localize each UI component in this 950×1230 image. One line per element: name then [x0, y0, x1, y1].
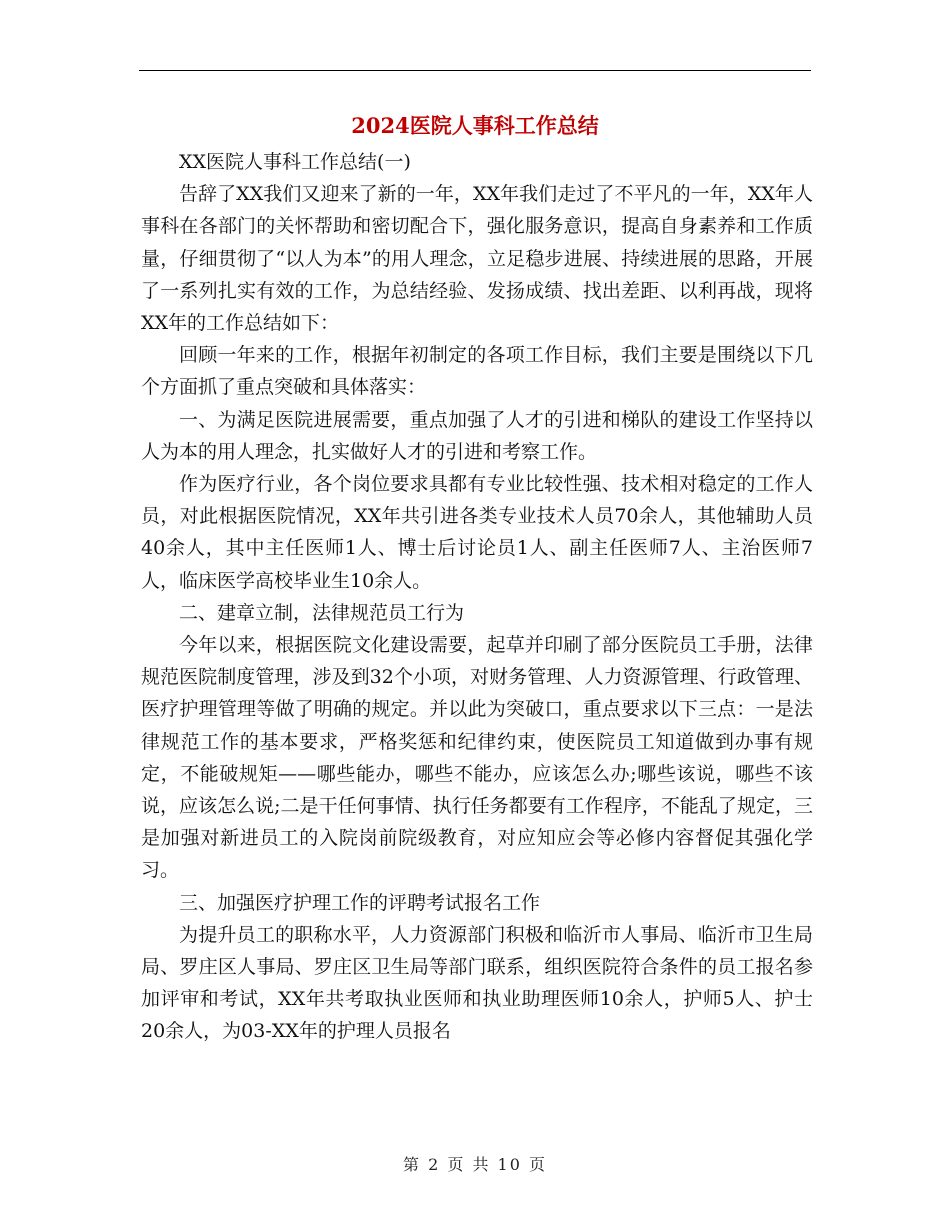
page-number: 第 2 页 共 10 页	[403, 1155, 547, 1174]
document-title: 2024医院人事科工作总结	[351, 113, 599, 138]
paragraph: 今年以来，根据医院文化建设需要，起草并印刷了部分医院员工手册，法律规范医院制度管理，涉及到32个小项，对财务管理、人力资源管理、行政管理、医疗护理管理等做了明确的规定。并以此为突破口，重点要求以下三点：一是法律规范工作的基本要求，严格奖惩和纪律约束，使医院员工知道做到办事有规定，不能破规矩——哪些能办，哪些不能办，应该怎么办;哪些该说，哪些不该说，应该怎么说;二是干任何事情、执行任务都要有工作程序，不能乱了规定，三是加强对新进员工的入院岗前院级教育，对应知应会等必修内容督促其强化学习。	[141, 634, 813, 882]
section-heading: 三、加强医疗护理工作的评聘考试报名工作	[179, 891, 541, 914]
document-body	[141, 146, 813, 1048]
paragraph: 作为医疗行业，各个岗位要求具都有专业比较性强、技术相对稳定的工作人员，对此根据医院情况，XX年共引进各类专业技术人员70余人，其他辅助人员40余人，其中主任医师1人、博士后讨论员1人、副主任医师7人、主治医师7人，临床医学高校毕业生10余人。	[141, 473, 813, 592]
paragraph: 为提升员工的职称水平，人力资源部门积极和临沂市人事局、临沂市卫生局局、罗庄区人事局、罗庄区卫生局等部门联系，组织医院符合条件的员工报名参加评审和考试，XX年共考取执业医师和执业助理医师10余人，护师5人、护士20余人，为03-XX年的护理人员报名	[141, 923, 813, 1043]
header-rule	[139, 70, 811, 71]
paragraph: 回顾一年来的工作，根据年初制定的各项工作目标，我们主要是围绕以下几个方面抓了重点突破和具体落实：	[141, 344, 813, 399]
section-heading: 二、建章立制，法律规范员工行为	[179, 601, 465, 624]
paragraph: 一、为满足医院进展需要，重点加强了人才的引进和梯队的建设工作坚持以人为本的用人理念，扎实做好人才的引进和考察工作。	[141, 408, 813, 463]
paragraph: 告辞了XX我们又迎来了新的一年，XX年我们走过了不平凡的一年，XX年人事科在各部门的关怀帮助和密切配合下，强化服务意识，提高自身素养和工作质量，仔细贯彻了“以人为本”的用人理念，立足稳步进展、持续进展的思路，开展了一系列扎实有效的工作，为总结经验、发扬成绩、找出差距、以利再战，现将XX年的工作总结如下：	[141, 183, 813, 335]
section-heading: XX医院人事科工作总结(一)	[179, 151, 411, 173]
